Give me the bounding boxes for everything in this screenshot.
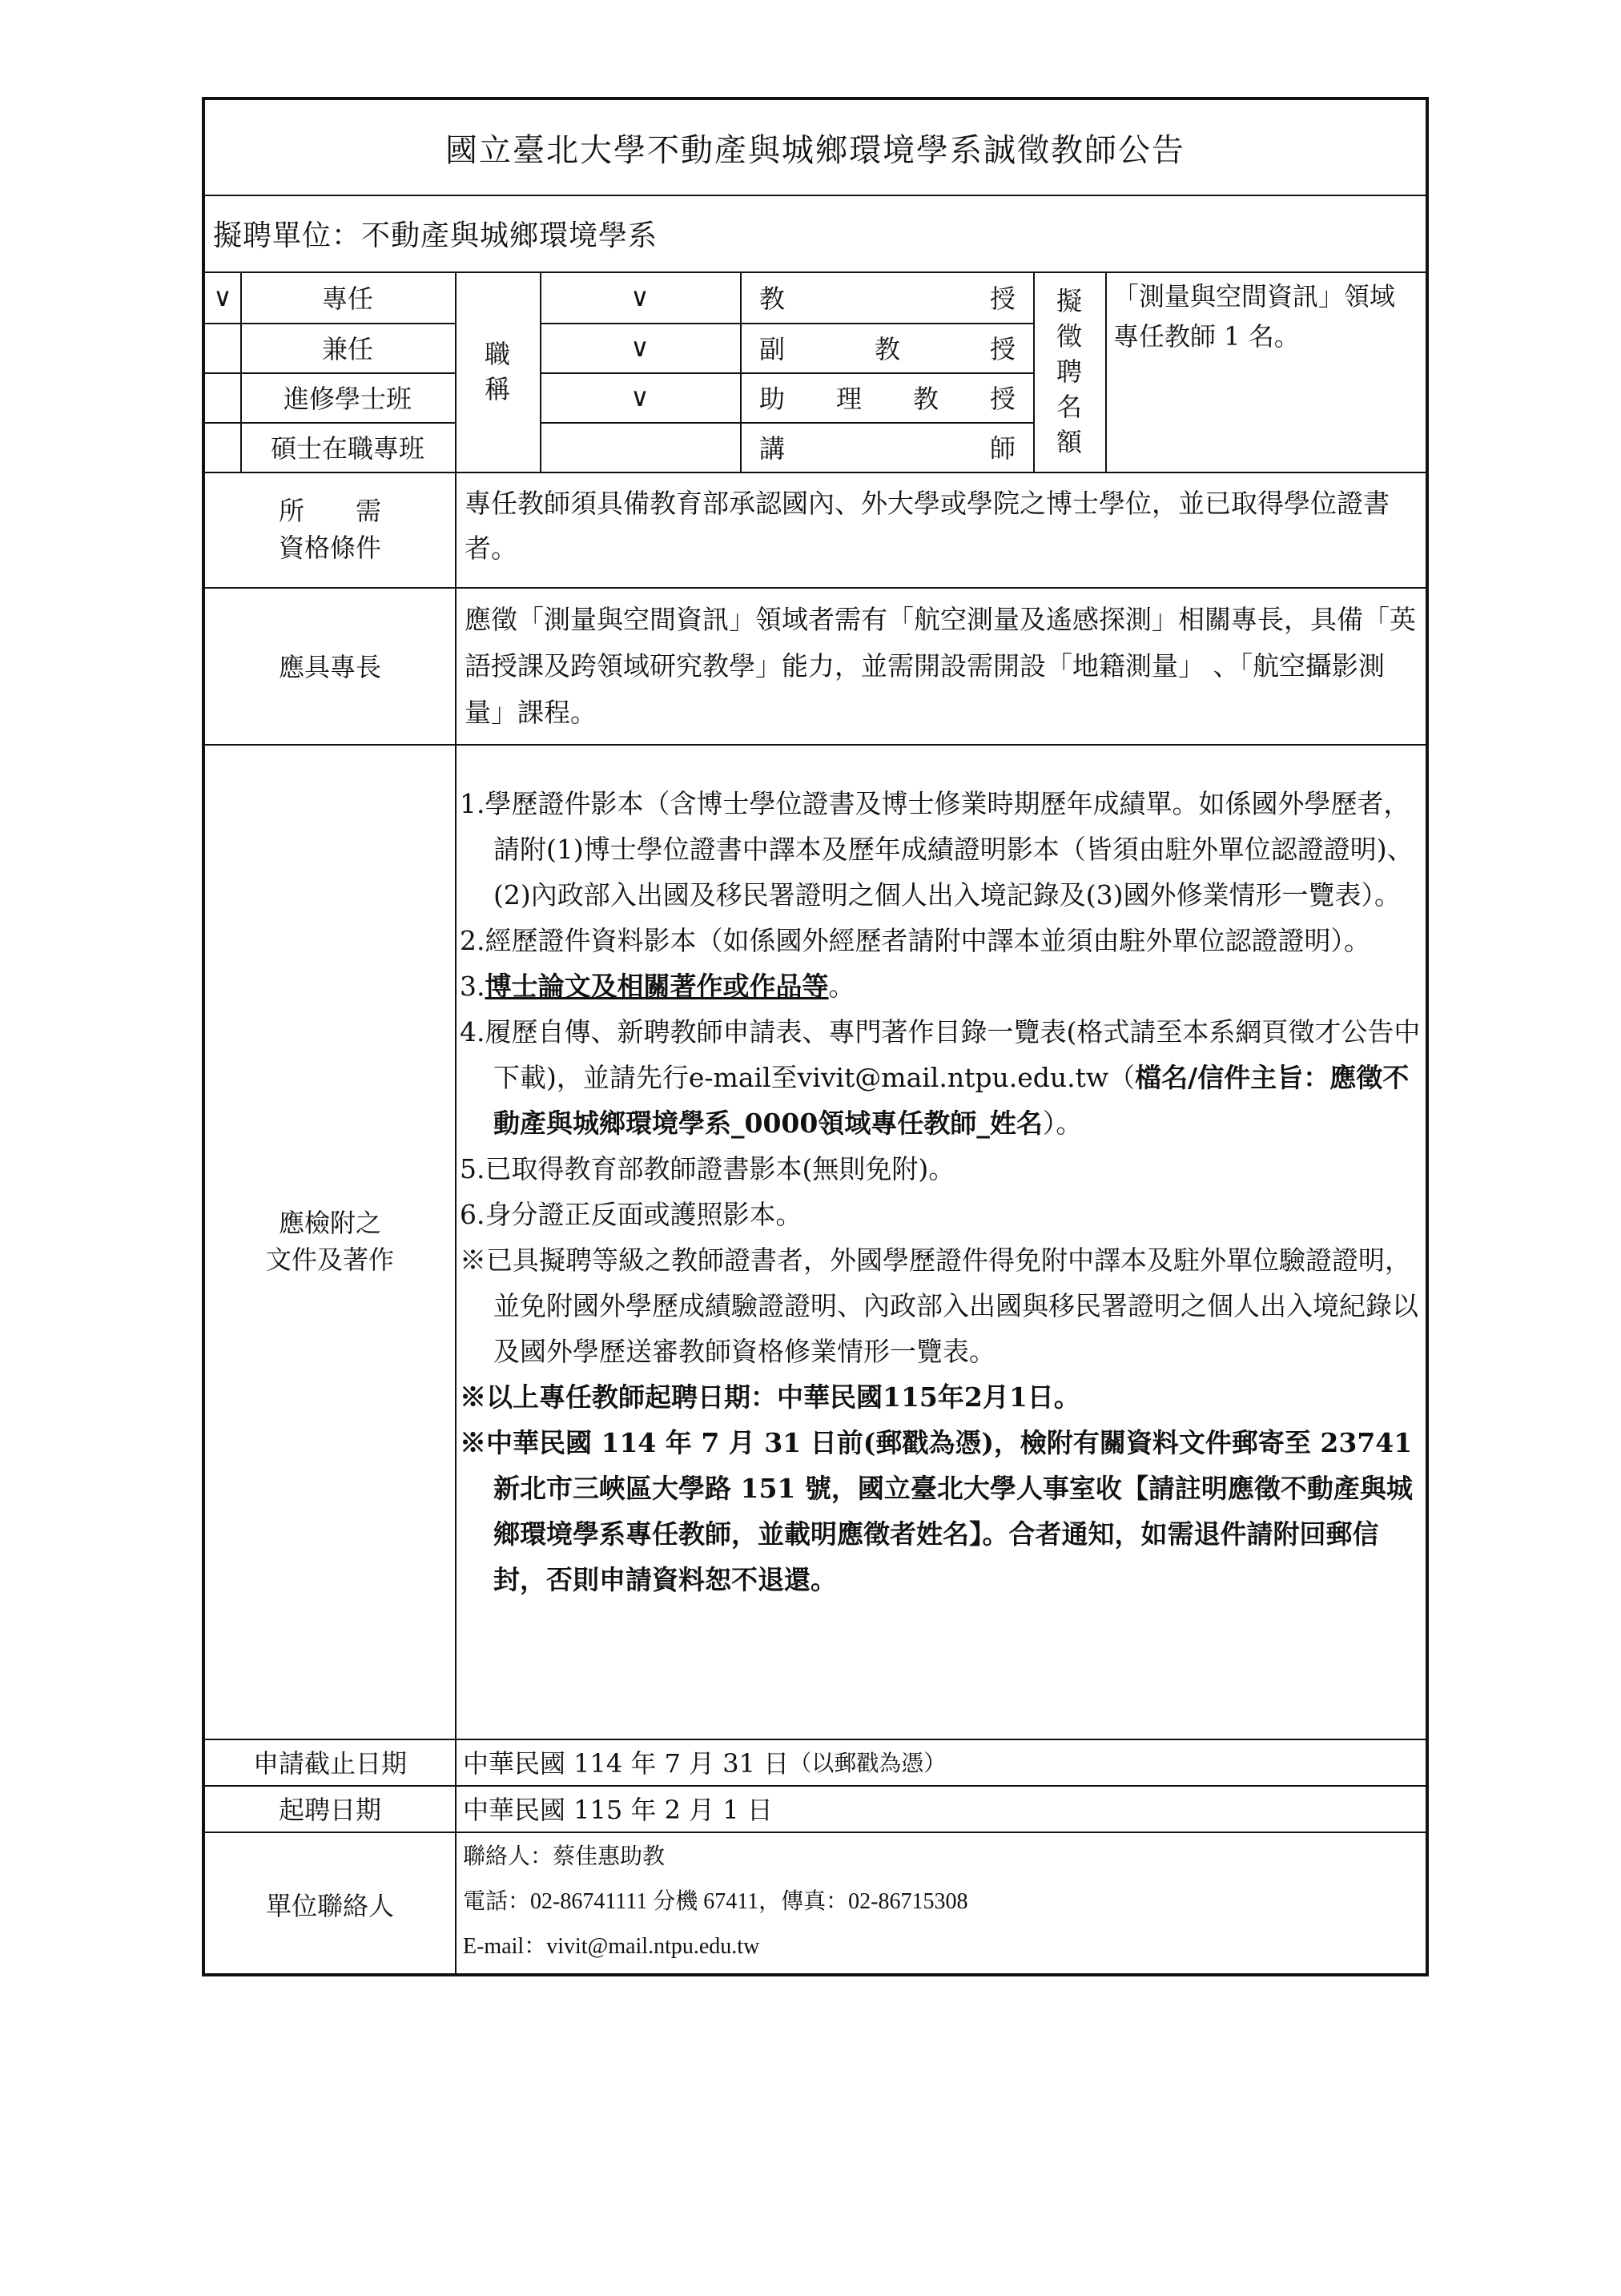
divider xyxy=(1105,271,1107,472)
rank-professor xyxy=(759,271,1016,323)
contact-person: 聯絡人：蔡佳惠助教 xyxy=(463,1844,666,1869)
rank-char: 副 xyxy=(759,334,786,364)
requirements-label xyxy=(205,472,455,587)
inservice-check xyxy=(205,422,240,472)
requirements-label-line: 所 需 xyxy=(278,496,381,526)
divider xyxy=(740,271,742,472)
job-title-char: 稱 xyxy=(484,374,510,404)
rank-check xyxy=(540,422,740,472)
document-note-1: ※已具擬聘等級之教師證書者，外國學歷證件得免附中譯本及駐外單位驗證證明，並免附國外學歷成績驗證證明、內政部入出國與移民署證明之個人出入境紀錄以及國外學歷送審教師資格修業情形一覽表。 xyxy=(460,1245,1418,1367)
quota-char: 名 xyxy=(1056,392,1082,422)
rank-lecturer xyxy=(759,422,1016,472)
rank-associate-professor xyxy=(759,323,1016,372)
quota-char: 徵 xyxy=(1056,321,1082,352)
rank-char: 師 xyxy=(989,433,1016,464)
type-parttime: 兼任 xyxy=(321,334,373,364)
document-item-4-text: 4.履歷自傳、新聘教師申請表、專門著作目錄一覽表(格式請至本系網頁徵才公告中下載)，並請先行e-mail至vivit@mail.ntpu.edu.tw（ xyxy=(460,1016,1421,1093)
rank-char: 教 xyxy=(874,334,900,364)
contact-label: 單位聯絡人 xyxy=(265,1890,394,1921)
contact-phone: 電話：02-86741111 分機 67411，傳真：02-86715308 xyxy=(463,1889,968,1914)
rank-char: 授 xyxy=(989,384,1016,414)
rank-char: 教 xyxy=(759,283,786,314)
contact-email: E-mail：vivit@mail.ntpu.edu.tw xyxy=(463,1934,760,1959)
continuing-check xyxy=(205,372,240,422)
start-date-value: 中華民國 115 年 2 月 1 日 xyxy=(463,1795,773,1825)
quota-header xyxy=(1033,271,1105,472)
rank-char: 理 xyxy=(835,384,862,414)
expertise-label: 應具專長 xyxy=(278,652,381,682)
requirements-text: 專任教師須具備教育部承認國內、外大學或學院之博士學位，並已取得學位證書者。 xyxy=(465,488,1390,564)
document-note-2: ※以上專任教師起聘日期：中華民國115年2月1日。 xyxy=(460,1381,1080,1413)
job-title-char: 職 xyxy=(484,339,510,369)
documents-label-line: 應檢附之 xyxy=(278,1208,381,1238)
rank-char: 講 xyxy=(759,433,786,464)
document-item-3-end: 。 xyxy=(828,971,855,1002)
deadline-label: 申請截止日期 xyxy=(252,1748,407,1779)
rank-char: 教 xyxy=(912,384,939,414)
rank-char: 授 xyxy=(989,283,1016,314)
quota-char: 額 xyxy=(1056,427,1082,457)
rank-check: ∨ xyxy=(630,282,650,312)
quota-char: 聘 xyxy=(1056,356,1082,387)
type-inservice-master: 碩士在職專班 xyxy=(270,433,424,464)
rank-check: ∨ xyxy=(630,382,650,412)
document-item-6: 6.身分證正反面或護照影本。 xyxy=(460,1199,802,1230)
job-announcement-table xyxy=(202,97,1429,1976)
documents-label-line: 文件及著作 xyxy=(265,1245,394,1275)
deadline-note: （以郵戳為憑） xyxy=(789,1750,947,1776)
requirements-label-line: 資格條件 xyxy=(278,533,381,563)
rank-char: 授 xyxy=(989,334,1016,364)
document-note-3: ※中華民國 114 年 7 月 31 日前(郵戳為憑)，檢附有關資料文件郵寄至 23741 新北市三峽區大學路 151 號，國立臺北大學人事室收【請註明應徵不動產與城鄉環境學系專任教師，並載明應徵者姓名】。合者通知，如需退件請附回郵信封，否則申請資料恕不退還。 xyxy=(460,1427,1413,1595)
expertise-text: 應徵「測量與空間資訊」領域者需有「航空測量及遙感探測」相關專長，具備「英語授課及跨領域研究教學」能力，並需開設需開設「地籍測量」 、「航空攝影測量」課程。 xyxy=(465,604,1416,728)
documents-label xyxy=(205,744,455,1739)
document-item-3-num: 3. xyxy=(460,971,485,1002)
hiring-unit: 擬聘單位：不動產與城鄉環境學系 xyxy=(213,219,658,252)
parttime-check xyxy=(205,323,240,372)
rank-assistant-professor xyxy=(759,372,1016,422)
document-item-3-text: 博士論文及相關著作或作品等 xyxy=(485,971,829,1002)
job-title-header xyxy=(455,271,540,472)
document-item-3 xyxy=(460,963,1424,1009)
rank-check: ∨ xyxy=(630,332,650,363)
document-item-4-filename: 檔名/信件主旨：應徵不動產與城鄉環境學系_0000領域專任教師_姓名 xyxy=(493,1062,1410,1139)
document-item-5: 5.已取得教育部教師證書影本(無則免附)。 xyxy=(460,1153,955,1184)
document-item-4 xyxy=(460,1009,1424,1146)
document-item-1: 1.學歷證件影本（含博士學位證書及博士修業時期歷年成績單。如係國外學歷者，請附(1)博士學位證書中譯本及歷年成績證明影本（皆須由駐外單位認證證明)、(2)內政部入出國及移民署證明之個人出入境記錄及(3)國外修業情形一覽表）。 xyxy=(460,788,1414,911)
quota-char: 擬 xyxy=(1056,286,1082,316)
type-continuing-education: 進修學士班 xyxy=(283,384,412,414)
deadline-value: 中華民國 114 年 7 月 31 日 xyxy=(463,1748,790,1779)
document-item-4-end: ）。 xyxy=(1042,1108,1083,1139)
contact-info xyxy=(463,1835,1416,1969)
start-date-label: 起聘日期 xyxy=(278,1795,381,1825)
document-item-2: 2.經歷證件資料影本（如係國外經歷者請附中譯本並須由駐外單位認證證明）。 xyxy=(460,925,1370,956)
rank-char: 助 xyxy=(759,384,786,414)
deadline-value-wrap xyxy=(463,1739,1416,1785)
fulltime-check: ∨ xyxy=(213,282,232,312)
quota-value: 「測量與空間資訊」領域專任教師 1 名。 xyxy=(1113,281,1396,352)
documents-list xyxy=(460,781,1424,1602)
announcement-title: 國立臺北大學不動產與城鄉環境學系誠徵教師公告 xyxy=(445,131,1185,169)
divider xyxy=(455,472,457,1976)
type-fulltime: 專任 xyxy=(321,283,373,314)
